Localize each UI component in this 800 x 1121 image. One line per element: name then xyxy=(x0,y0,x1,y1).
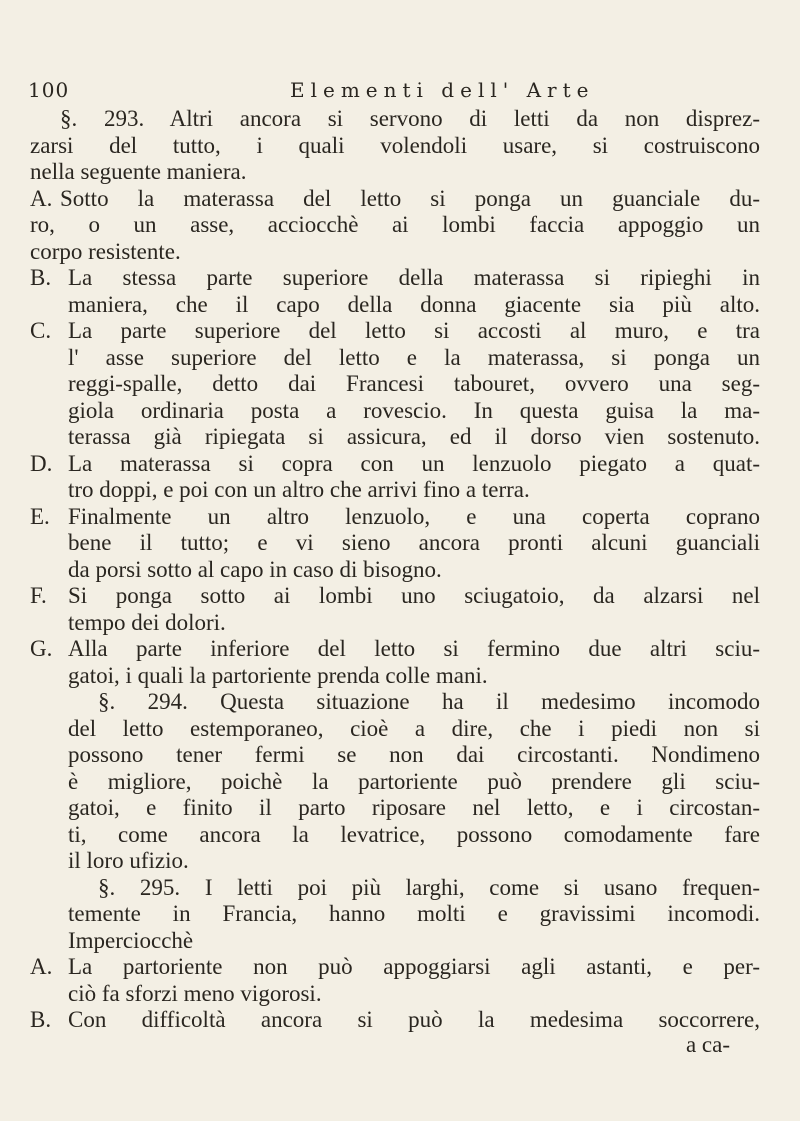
line-text: gatoi, i quali la partoriente prenda colle mani. xyxy=(68,662,488,688)
page-number: 100 xyxy=(28,78,70,102)
text-line xyxy=(30,371,778,398)
text-line xyxy=(30,901,778,928)
line-text: reggi-spalle, detto dai Francesi tabouret, ovvero una seg- xyxy=(68,371,760,396)
line-text: da porsi sotto al capo in caso di bisogno. xyxy=(68,556,442,582)
text-line xyxy=(30,477,778,504)
line-text: Con difficoltà ancora si può la medesima soccorrere, xyxy=(68,1007,760,1032)
text-line xyxy=(30,212,778,239)
figure-marker: A. xyxy=(30,954,53,979)
catchword: a ca- xyxy=(685,1032,730,1057)
line-text: ro, o un asse, acciocchè ai lombi faccia appoggio un xyxy=(30,212,760,237)
text-line xyxy=(30,504,778,531)
text-line xyxy=(30,848,778,875)
figure-marker: F. xyxy=(30,583,47,608)
line-text: zarsi del tutto, i quali volendoli usare, si costruiscono xyxy=(30,132,760,158)
line-text: terassa già ripiegata si assicura, ed il dorso vien sostenuto. xyxy=(68,424,760,449)
text-line xyxy=(30,689,778,716)
line-text: nella seguente maniera. xyxy=(30,159,247,184)
line-text: bene il tutto; e vi sieno ancora pronti alcuni guanciali xyxy=(68,530,760,555)
line-text: Si ponga sotto ai lombi uno sciugatoio, da alzarsi nel xyxy=(68,583,760,608)
text-line xyxy=(30,795,778,822)
text-line xyxy=(30,345,778,372)
text-line xyxy=(30,954,778,981)
text-line xyxy=(30,530,778,557)
line-text: giola ordinaria posta a rovescio. In questa guisa la ma- xyxy=(68,397,760,423)
text-line xyxy=(30,981,778,1008)
text-line xyxy=(30,1007,778,1034)
line-text: §. 293. Altri ancora si servono di letti da non disprez- xyxy=(60,106,760,131)
line-text: tempo dei dolori. xyxy=(68,609,226,635)
line-text: temente in Francia, hanno molti e gravissimi incomodi. xyxy=(68,901,760,926)
line-text: La materassa si copra con un lenzuolo piegato a quat- xyxy=(68,450,760,476)
line-text: ti, come ancora la levatrice, possono comodamente fare xyxy=(68,821,760,847)
text-line xyxy=(30,451,778,478)
text-line xyxy=(30,636,778,663)
line-text: l' asse superiore del letto e la materassa, si ponga un xyxy=(68,344,760,370)
line-text: Sotto la materassa del letto si ponga un guanciale du- xyxy=(60,185,760,211)
line-text: possono tener fermi se non dai circostanti. Nondimeno xyxy=(68,742,760,767)
text-line xyxy=(30,106,778,133)
line-text: Imperciocchè xyxy=(68,927,194,953)
text-line xyxy=(30,159,778,186)
text-line xyxy=(30,769,778,796)
text-line xyxy=(30,928,778,955)
line-text: §. 294. Questa situazione ha il medesimo incomodo xyxy=(98,689,760,714)
text-line xyxy=(30,398,778,425)
line-text: La parte superiore del letto si accosti al muro, e tra xyxy=(68,318,760,343)
text-line xyxy=(30,875,778,902)
line-text: ciò fa sforzi meno vigorosi. xyxy=(68,980,322,1006)
text-line xyxy=(30,583,778,610)
line-text: La stessa parte superiore della materassa si ripieghi in xyxy=(68,265,760,290)
line-text: del letto estemporaneo, cioè a dire, che i piedi non si xyxy=(68,715,760,741)
text-line xyxy=(30,318,778,345)
text-line xyxy=(30,822,778,849)
running-title: Elementi dell' Arte xyxy=(290,78,595,102)
text-line xyxy=(30,610,778,637)
text-line xyxy=(30,742,778,769)
figure-marker: C. xyxy=(30,318,52,343)
line-text: il loro ufizio. xyxy=(68,848,189,873)
line-text: Finalmente un altro lenzuolo, e una coperta coprano xyxy=(68,503,760,529)
text-line xyxy=(30,292,778,319)
page-body xyxy=(30,106,778,1034)
text-line xyxy=(30,265,778,292)
text-line xyxy=(30,716,778,743)
text-line xyxy=(30,133,778,160)
text-line xyxy=(30,663,778,690)
figure-marker: A. xyxy=(30,185,53,211)
line-text: §. 295. I letti poi più larghi, come si usano frequen- xyxy=(98,874,760,900)
figure-marker: B. xyxy=(30,265,52,290)
line-text: è migliore, poichè la partoriente può prendere gli sciu- xyxy=(68,768,760,794)
line-text: La partoriente non può appoggiarsi agli astanti, e per- xyxy=(68,954,760,979)
line-text: gatoi, e finito il parto riposare nel letto, e i circostan- xyxy=(68,795,760,820)
text-line xyxy=(30,239,778,266)
line-text: tro doppi, e poi con un altro che arrivi fino a terra. xyxy=(68,477,530,502)
figure-marker: E. xyxy=(30,503,50,529)
line-text: corpo resistente. xyxy=(30,238,181,264)
line-text: Alla parte inferiore del letto si fermino due altri sciu- xyxy=(68,636,760,661)
text-line xyxy=(30,186,778,213)
text-line xyxy=(30,424,778,451)
text-line xyxy=(30,557,778,584)
figure-marker: D. xyxy=(30,450,53,476)
figure-marker: G. xyxy=(30,636,53,661)
figure-marker: B. xyxy=(30,1007,52,1032)
line-text: maniera, che il capo della donna giacente sia più alto. xyxy=(68,291,760,317)
